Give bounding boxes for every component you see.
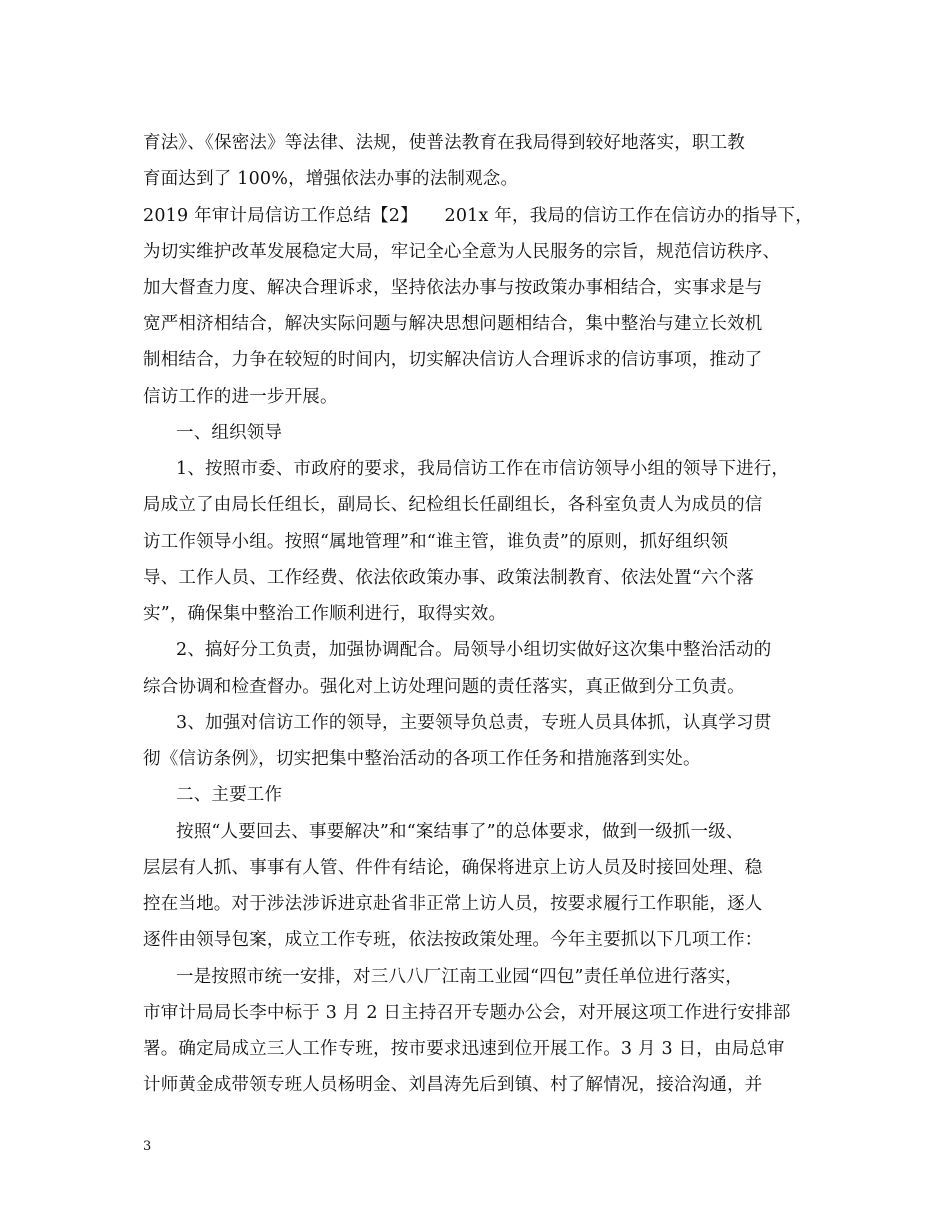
text-line: 控在当地。对于涉法涉诉进京赴省非正常上访人员，按要求履行工作职能，逐人: [143, 894, 763, 914]
text-line: 为切实维护改革发展稳定大局，牢记全心全意为人民服务的宗旨，规范信访秩序、: [143, 242, 781, 262]
text-line: 署。确定局成立三人工作专班，按市要求迅速到位开展工作。3 月 3 日，由局总审: [143, 1039, 785, 1059]
text-line: 制相结合，力争在较短的时间内，切实解决信访人合理诉求的信访事项，推动了: [143, 350, 763, 370]
text-line: 1、按照市委、市政府的要求，我局信访工作在市信访领导小组的领导下进行，: [176, 459, 790, 479]
text-line: 市审计局局长李中标于 3 月 2 日主持召开专题办公会，对开展这项工作进行安排部: [143, 1003, 791, 1023]
text-line: 逐件由领导包案，成立工作专班，依法按政策处理。今年主要抓以下几项工作：: [143, 930, 763, 950]
text-line: 综合协调和检查督办。强化对上访处理问题的责任落实，真正做到分工负责。: [143, 677, 745, 697]
text-line: 一是按照市统一安排，对三八八厂江南工业园“四包”责任单位进行落实，: [176, 967, 743, 987]
text-line: 育法》、《保密法》等法律、法规，使普法教育在我局得到较好地落实，职工教: [143, 133, 745, 153]
text-line: 宽严相济相结合，解决实际问题与解决思想问题相结合，集中整治与建立长效机: [143, 314, 763, 334]
text-line: 2、搞好分工负责，加强协调配合。局领导小组切实做好这次集中整治活动的: [176, 640, 772, 660]
section-title-line: 2019 年审计局信访工作总结【2】 201x 年，我局的信访工作在信访办的指导下，: [143, 206, 813, 226]
text-line: 局成立了由局长任组长，副局长、纪检组长任副组长，各科室负责人为成员的信: [143, 495, 763, 515]
text-line: 育面达到了 100%，增强依法办事的法制观念。: [143, 169, 519, 189]
text-line: 彻《信访条例》，切实把集中整治活动的各项工作任务和措施落到实处。: [143, 749, 701, 769]
section-heading: 二、主要工作: [176, 785, 283, 805]
text-line: 访工作领导小组。按照“属地管理”和“谁主管，谁负责”的原则，抓好组织领: [143, 532, 729, 552]
text-line: 3、加强对信访工作的领导，主要领导负总责，专班人员具体抓，认真学习贯: [176, 713, 772, 733]
text-line: 加大督查力度、解决合理诉求，坚持依法办事与按政策办事相结合，实事求是与: [143, 278, 763, 298]
text-line: 计师黄金成带领专班人员杨明金、刘昌涛先后到镇、村了解情况，接洽沟通，并: [143, 1075, 763, 1095]
text-line: 信访工作的进一步开展。: [143, 387, 338, 407]
page-number: 3: [143, 1139, 152, 1154]
text-line: 导、工作人员、工作经费、依法依政策办事、政策法制教育、依法处置“六个落: [143, 568, 754, 588]
text-line: 层层有人抓、事事有人管、件件有结论，确保将进京上访人员及时接回处理、稳: [143, 858, 763, 878]
text-line: 实”，确保集中整治工作顺利进行，取得实效。: [143, 604, 507, 624]
text-line: 按照“人要回去、事要解决”和“案结事了”的总体要求，做到一级抓一级、: [176, 822, 744, 842]
section-heading: 一、组织领导: [176, 423, 283, 443]
